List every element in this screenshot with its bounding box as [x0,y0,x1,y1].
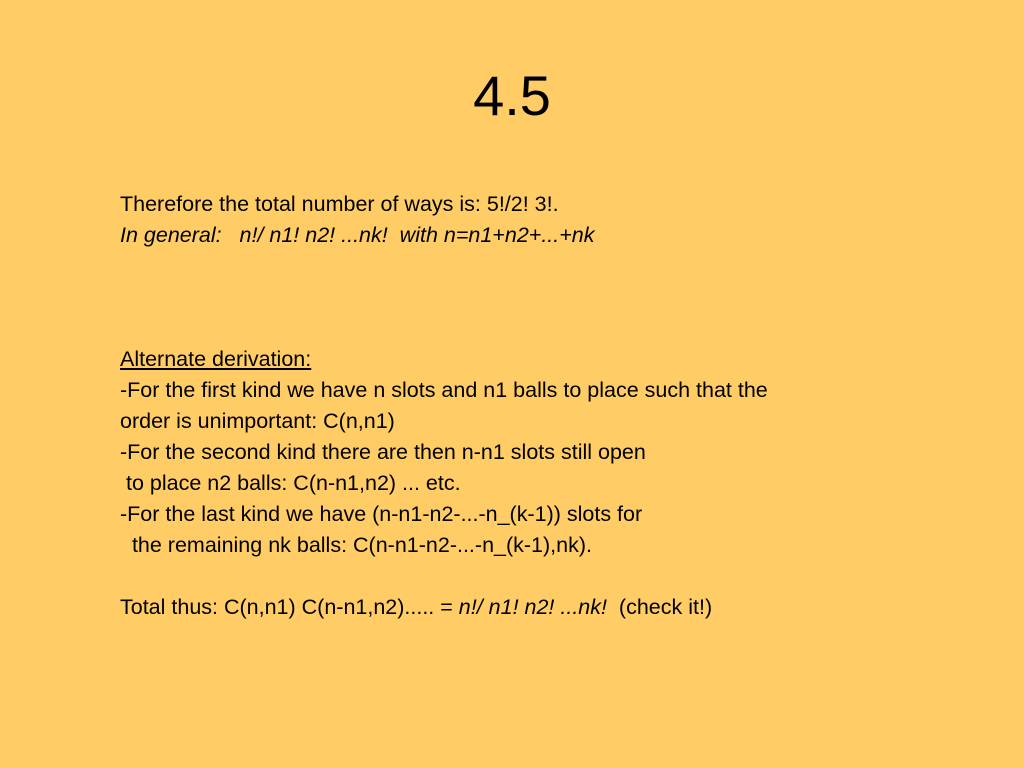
total-prefix: Total thus: C(n,n1) C(n-n1,n2)..... = [120,595,459,619]
derivation-line-1: -For the first kind we have n slots and n1 balls to place such that the [120,378,768,402]
slide-title: 4.5 [473,64,551,127]
derivation-line-4: to place n2 balls: C(n-n1,n2) ... etc. [120,471,461,495]
slide-body [120,189,980,623]
derivation-line-3: -For the second kind there are then n-n1 slots still open [120,440,646,464]
general-formula-line: In general: n!/ n1! n2! ...nk! with n=n1+n2+...+nk [120,223,595,247]
total-ways-line: Therefore the total number of ways is: 5!/2! 3!. [120,192,559,216]
spacer [120,561,980,592]
spacer [120,282,980,313]
total-formula: n!/ n1! n2! ...nk! [458,595,607,619]
total-line [120,592,980,623]
total-suffix: (check it!) [606,595,713,619]
spacer [120,313,980,344]
derivation-line-5: -For the last kind we have (n-n1-n2-...-n_(k-1)) slots for [120,502,643,526]
alternate-derivation-heading: Alternate derivation: [120,347,312,371]
derivation-line-2: order is unimportant: C(n,n1) [120,409,395,433]
spacer [120,251,980,282]
derivation-line-6: the remaining nk balls: C(n-n1-n2-...-n_(k-1),nk). [120,533,592,557]
